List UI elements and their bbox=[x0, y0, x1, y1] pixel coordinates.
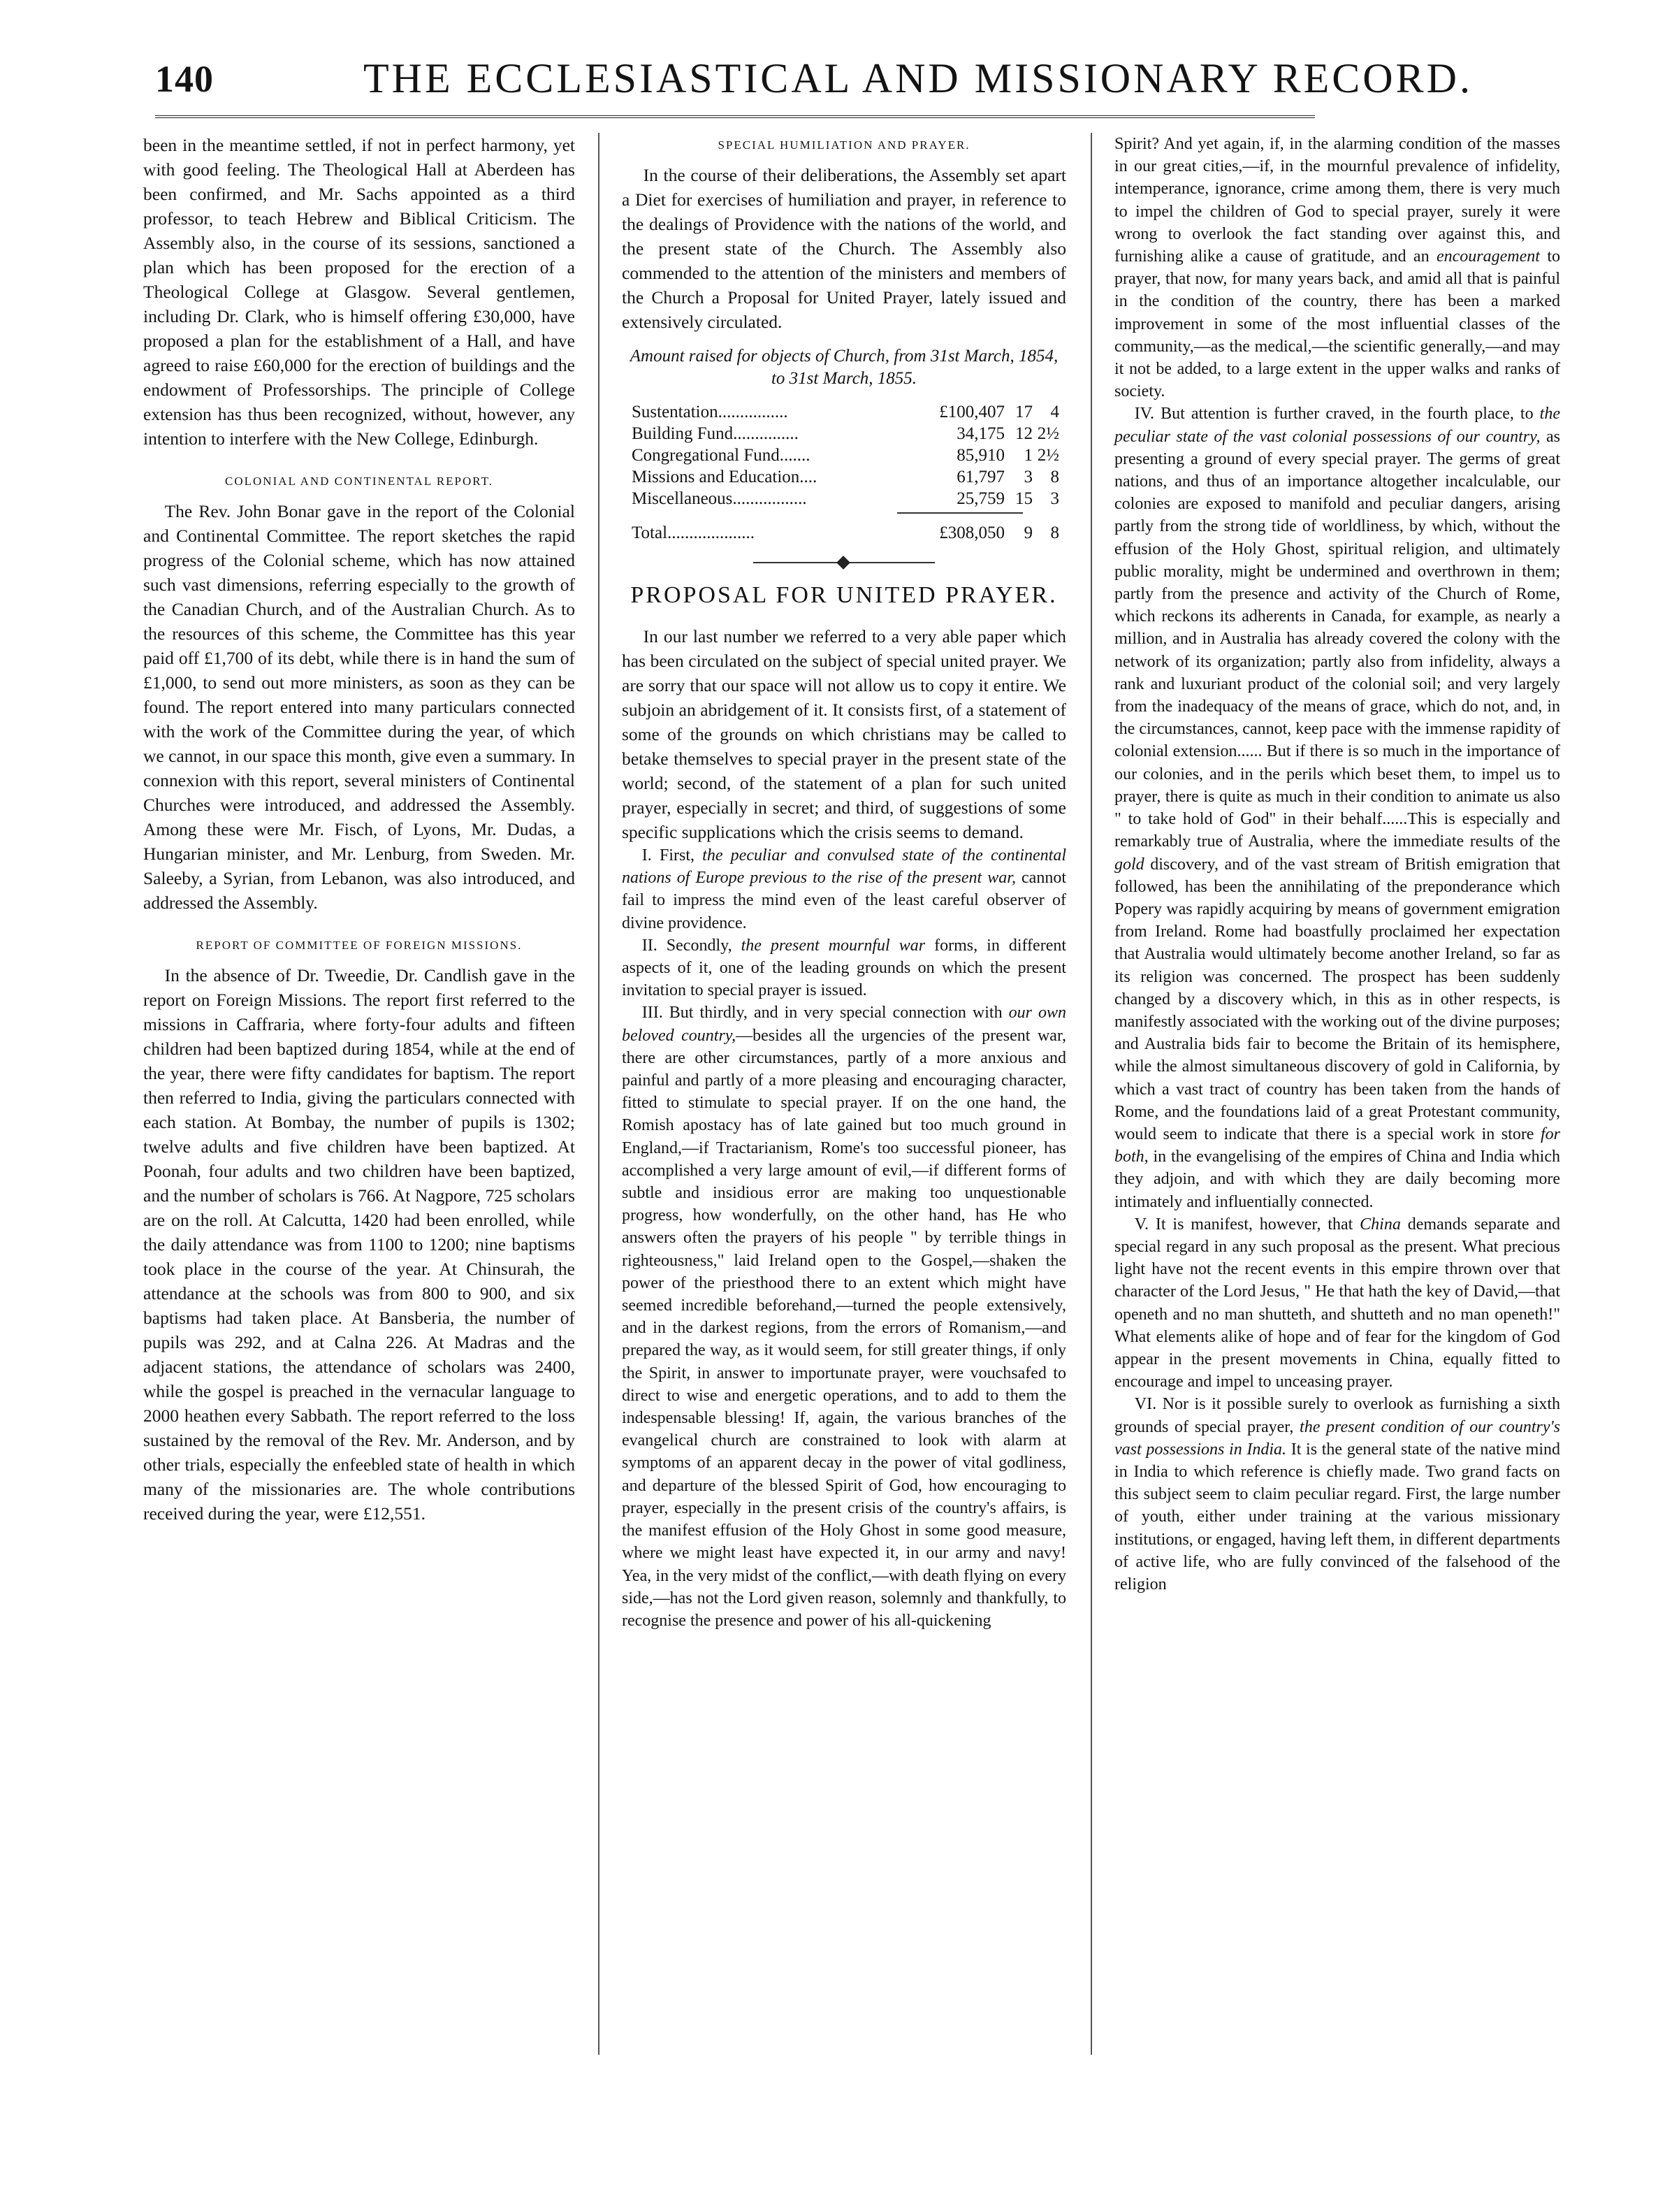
paragraph-hall-settlement: been in the meantime settled, if not in perfect harmony, yet with good feeling. The Theological Hall at Aberdeen has been confirmed, and Mr. Sachs appointed as a third professor, to teach Hebrew and Biblical Criticism. The Assembly also, in the course of its sessions, sanctioned a plan which has been proposed for the erection of a Theological College at Glasgow. Several gentlemen, including Dr. Clark, who is himself offering £30,000, have proposed a plan for the establishment of a Hall, and have agreed to raise £60,000 for the erection of buildings and the endowment of Professorships. The principle of College extension has thus been recognized, without, however, any intention to interfere with the New College, Edinburgh. bbox=[143, 135, 575, 449]
paragraph-point-one: I. First, the peculiar and convulsed state of the continental nations of Europe previous to the rise of the present war, cannot fail to impress the mind even of the least careful observer of divine providence. bbox=[622, 846, 1066, 932]
paragraph-humiliation: In the course of their deliberations, the Assembly set apart a Diet for exercises of humiliation and prayer, in reference to the dealings of Providence with the nations of the world, and the present state of the Church. The Assembly also commended to the attention of the ministers and members of the Church a Proposal for United Prayer, lately issued and extensively circulated. bbox=[622, 165, 1066, 332]
column-3 bbox=[1114, 133, 1560, 1596]
fund-dots: .... bbox=[799, 468, 817, 486]
paragraph-point-three: III. But thirdly, and in very special connection with our own beloved country,—besides all the urgencies of the present war, there are other circumstances, partly of a more anxious and painful and partly of a more pleasing and encouraging character, fitted to stimulate to special prayer. If on the one hand, the Romish apostacy has of late gained but too much ground in England,—if Tractarianism, Rome's too successful pioneer, has accomplished a very large amount of evil,—if different forms of subtle and insidious error are making too unquestionable progress, how wonderfully, on the other hand, has He who answers often the prayers of his people " by terrible things in righteousness," laid Ireland open to the Gospel,—shaken the power of the priesthood there to an extent which might have seemed incredible beforehand,—turned the people extensively, and in the darkest regions, from the errors of Romanism,—and prepared the way, as it would seem, for still greater things, if only the Spirit, in answer to importunate prayer, were vouchsafed to direct to wise and energetic operations, and to add to them the indespensable blessing! If, again, the various branches of the evangelical church are constrained to look with alarm at symptoms of an apparent decay in the power of vital godliness, and departure of the blessed Spirit of God, how encouraging to prayer, especially in the present crisis of the country's affairs, is the manifest effusion of the Holy Ghost in some good measure, where we might least have expected it, in our army and navy! Yea, in the very midst of the conflict,—with death flying on every side,—has not the Lord given reason, solemnly and thankfully, to recognise the presence and power of his all-quickening bbox=[622, 1004, 1066, 1630]
fund-dots: ....... bbox=[779, 446, 810, 465]
fund-row bbox=[632, 444, 1059, 466]
fund-row bbox=[632, 466, 1059, 488]
page-number: 140 bbox=[155, 58, 214, 100]
fund-label-cell bbox=[632, 488, 908, 509]
fund-row bbox=[632, 488, 1059, 509]
fund-label: Total bbox=[632, 523, 668, 542]
section-heading-humiliation: SPECIAL HUMILIATION AND PRAYER. bbox=[718, 138, 970, 152]
fund-shillings: 1 bbox=[1024, 446, 1033, 465]
fund-label-cell bbox=[632, 444, 908, 466]
fund-pence: 2½ bbox=[1037, 446, 1059, 465]
united-prayer-points bbox=[622, 844, 1066, 1632]
fund-pounds: £100,407 bbox=[939, 403, 1005, 421]
column-2 bbox=[622, 133, 1066, 1632]
section-heading-united-prayer: PROPOSAL FOR UNITED PRAYER. bbox=[630, 582, 1058, 608]
paragraph-point-four: IV. But attention is further craved, in the fourth place, to the peculiar state of the vast colonial possessions of our country, as presenting a ground of every special prayer. The germs of great nations, and thus of an importance altogether incalculable, our colonies are exposed to manifold and peculiar dangers, arising partly from the strong tide of worldliness, by which, without the effusion of the Holy Ghost, spiritual religion, and ultimately public morality, might be undermined and overthrown in them; partly from the presence and activity of the Church of Rome, which reckons its adherents in Canada, for example, as nearly a million, and in Australia has already covered the colony with the network of its organization; partly also from infidelity, always a rank and luxuriant product of the colonial soil; and very largely from the inadequacy of the means of grace, which do not, and, in the circumstances, cannot, keep pace with the immense rapidity of colonial extension...... But if there is so much in the importance of our colonies, and in the perils which beset them, to impel us to prayer, there is quite as much in their condition to animate us also " to take hold of God" in their behalf......This is especially and remarkably true of Australia, where the immediate results of the gold discovery, and of the vast stream of British emigration that followed, has been the annihilating of the preponderance which Popery was rapidly acquiring by means of government emigration from Ireland. Rome had boastfully proclaimed her expectation that Australia would ultimately become another Ireland, so far as its religion was concerned. The prospect has been suddenly changed by a discovery which, in this as in other respects, is manifestly associated with the working out of the divine purposes; and Australia bids fair to become the Britain of its hemisphere, while the almost simultaneous discovery of gold in California, by which a vast tract of country has been taken from the hands of Rome, and the foundations laid of a great Protestant community, would seem to indicate that there is a special work in store for both, in the evangelising of the empires of China and India which they adjoin, and with which they are daily becoming more intimately and influentially connected. bbox=[1114, 405, 1560, 1211]
fund-label-cell bbox=[632, 514, 908, 544]
fund-shillings: 15 bbox=[1015, 489, 1033, 508]
fund-pence: 8 bbox=[1050, 523, 1059, 542]
fund-pence: 4 bbox=[1050, 403, 1059, 421]
fund-pounds: 25,759 bbox=[957, 489, 1005, 508]
fund-dots: ................ bbox=[718, 403, 788, 421]
fund-label-cell bbox=[632, 423, 908, 444]
fund-label: Congregational Fund bbox=[632, 446, 780, 465]
fund-shillings: 17 bbox=[1015, 403, 1033, 421]
section-ornament bbox=[753, 556, 935, 569]
paragraph-point-three-continued: Spirit? And yet again, if, in the alarming condition of the masses in our great cities,—if, in the mournful prevalence of infidelity, intemperance, ignorance, crime among them, there is very much to impel the children of God to special prayer, surely it were wrong to overlook the fact standing over against this, and furnishing alike a cause of gratitude, and an encouragement to prayer, that now, for many years back, and amid all that is painful in the condition of the country, there has been a marked improvement in some of the most influential classes of the community,—as the medical,—the scientific generally,—and may it not be added, to a large extent in the upper walks and ranks of society. bbox=[1114, 135, 1560, 401]
fund-dots: ............... bbox=[733, 424, 799, 443]
paragraph-united-prayer-intro: In our last number we referred to a very able paper which has been circulated on the subject of special united prayer. We are sorry that our space will not allow us to copy it entire. We subjoin an abridgement of it. It consists first, of a statement of some of the grounds on which christians may be called to betake themselves to special prayer in the present state of the world; second, of the statement of a plan for such united prayer, especially in secret; and third, of suggestions of some specific supplications which the crisis seems to demand. bbox=[622, 626, 1066, 842]
fund-row bbox=[632, 423, 1059, 444]
fund-pounds: 85,910 bbox=[957, 446, 1005, 465]
section-heading-foreign-missions: REPORT OF COMMITTEE OF FOREIGN MISSIONS. bbox=[196, 939, 523, 952]
funds-table bbox=[632, 401, 1059, 544]
fund-shillings: 9 bbox=[1024, 523, 1033, 542]
fund-shillings: 12 bbox=[1015, 424, 1033, 443]
column-divider-1 bbox=[598, 133, 599, 2055]
column-divider-2 bbox=[1091, 133, 1092, 2055]
paragraph-point-six: VI. Nor is it possible surely to overlook as furnishing a sixth grounds of special prayer, the present condition of our country's vast possessions in India. It is the general state of the native mind in India to which reference is chiefly made. Two grand facts on this subject seem to claim peculiar regard. First, the large number of youth, either under training at the various missionary institutions, or engaged, having left them, in different departments of active life, who are fully convinced of the falsehood of the religion bbox=[1114, 1395, 1561, 1593]
fund-total-row bbox=[632, 514, 1059, 544]
journal-title: THE ECCLESIASTICAL AND MISSIONARY RECORD. bbox=[363, 55, 1473, 101]
fund-label-cell bbox=[632, 466, 908, 488]
fund-dots: .................... bbox=[667, 523, 755, 542]
fund-dots: ................. bbox=[732, 489, 807, 508]
fund-pounds: £308,050 bbox=[939, 523, 1005, 542]
fund-pounds: 61,797 bbox=[957, 468, 1005, 486]
fund-label: Building Fund bbox=[632, 424, 734, 443]
paragraph-colonial-report: The Rev. John Bonar gave in the report of the Colonial and Continental Committee. The report sketches the rapid progress of the Colonial scheme, which has now attained such vast dimensions, referring especially to the growth of the Canadian Church, and of the Australian Church. As to the resources of this scheme, the Committee has this year paid off £1,700 of its debt, while there is in hand the sum of £1,000, to send out more ministers, as soon as they can be found. The report entered into many particulars connected with the work of the Committee during the year, of which we cannot, in our space this month, give even a summary. In connexion with this report, several ministers of Continental Churches were introduced, and addressed the Assembly. Among these were Mr. Fisch, of Lyons, Mr. Dudas, a Hungarian minister, and Mr. Lenburg, from Sweden. Mr. Saleeby, a Syrian, from Lebanon, was also introduced, and addressed the Assembly. bbox=[143, 501, 575, 913]
fund-row bbox=[632, 401, 1059, 423]
fund-label: Missions and Education bbox=[632, 468, 800, 486]
fund-label: Miscellaneous bbox=[632, 489, 733, 508]
column-1 bbox=[143, 133, 575, 1526]
amount-raised-heading: Amount raised for objects of Church, from 31st March, 1854, to 31st March, 1855. bbox=[630, 347, 1059, 388]
section-heading-colonial: COLONIAL AND CONTINENTAL REPORT. bbox=[225, 475, 493, 488]
fund-pence: 8 bbox=[1050, 468, 1059, 486]
fund-shillings: 3 bbox=[1024, 468, 1033, 486]
fund-pence: 3 bbox=[1050, 489, 1059, 508]
paragraph-foreign-missions: In the absence of Dr. Tweedie, Dr. Candlish gave in the report on Foreign Missions. The report first referred to the missions in Caffraria, where forty-four adults and fifteen children had been baptized during 1854, while at the end of the year, there were fifty candidates for baptism. The report then referred to India, giving the particulars connected with each station. At Bombay, the number of pupils is 1302; twelve adults and five children have been baptized. At Poonah, four adults and two children have been baptized, and the number of scholars is 766. At Nagpore, 725 scholars are on the roll. At Calcutta, 1420 had been enrolled, while the daily attendance was from 1100 to 1200; nine baptisms took place in the course of the year. At Chinsurah, the attendance at the schools was from 800 to 900, and six baptisms had taken place. At Bansberia, the number of pupils was 292, and at Calna 226. At Madras and the adjacent stations, the attendance of scholars was 2400, while the gospel is preached in the vernacular language to 2000 heathen every Sabbath. The report referred to the loss sustained by the removal of the Rev. Mr. Anderson, and by other trials, especially the enfeebled state of health in which many of the missionaries are. The whole contributions received during the year, were £12,551. bbox=[143, 965, 575, 1524]
header-rule bbox=[155, 115, 1315, 118]
paragraph-point-two: II. Secondly, the present mournful war forms, in different aspects of it, one of the leading grounds on which the present invitation to special prayer is issued. bbox=[622, 936, 1067, 1000]
fund-pounds: 34,175 bbox=[957, 424, 1005, 443]
fund-label: Sustentation bbox=[632, 403, 718, 421]
fund-label-cell bbox=[632, 401, 908, 423]
fund-pence: 2½ bbox=[1037, 424, 1059, 443]
paragraph-point-five: V. It is manifest, however, that China demands separate and special regard in any such proposal as the present. What precious light have not the recent events in this empire thrown over that character of the Lord Jesus, " He that hath the key of David,—that openeth and no man shutteth, and shutteth and no man openeth!" What elements alike of hope and of fear for the kingdom of God appear in the present movements in China, equally fitted to encourage and impel to unceasing prayer. bbox=[1114, 1215, 1560, 1391]
running-header bbox=[0, 0, 1665, 119]
